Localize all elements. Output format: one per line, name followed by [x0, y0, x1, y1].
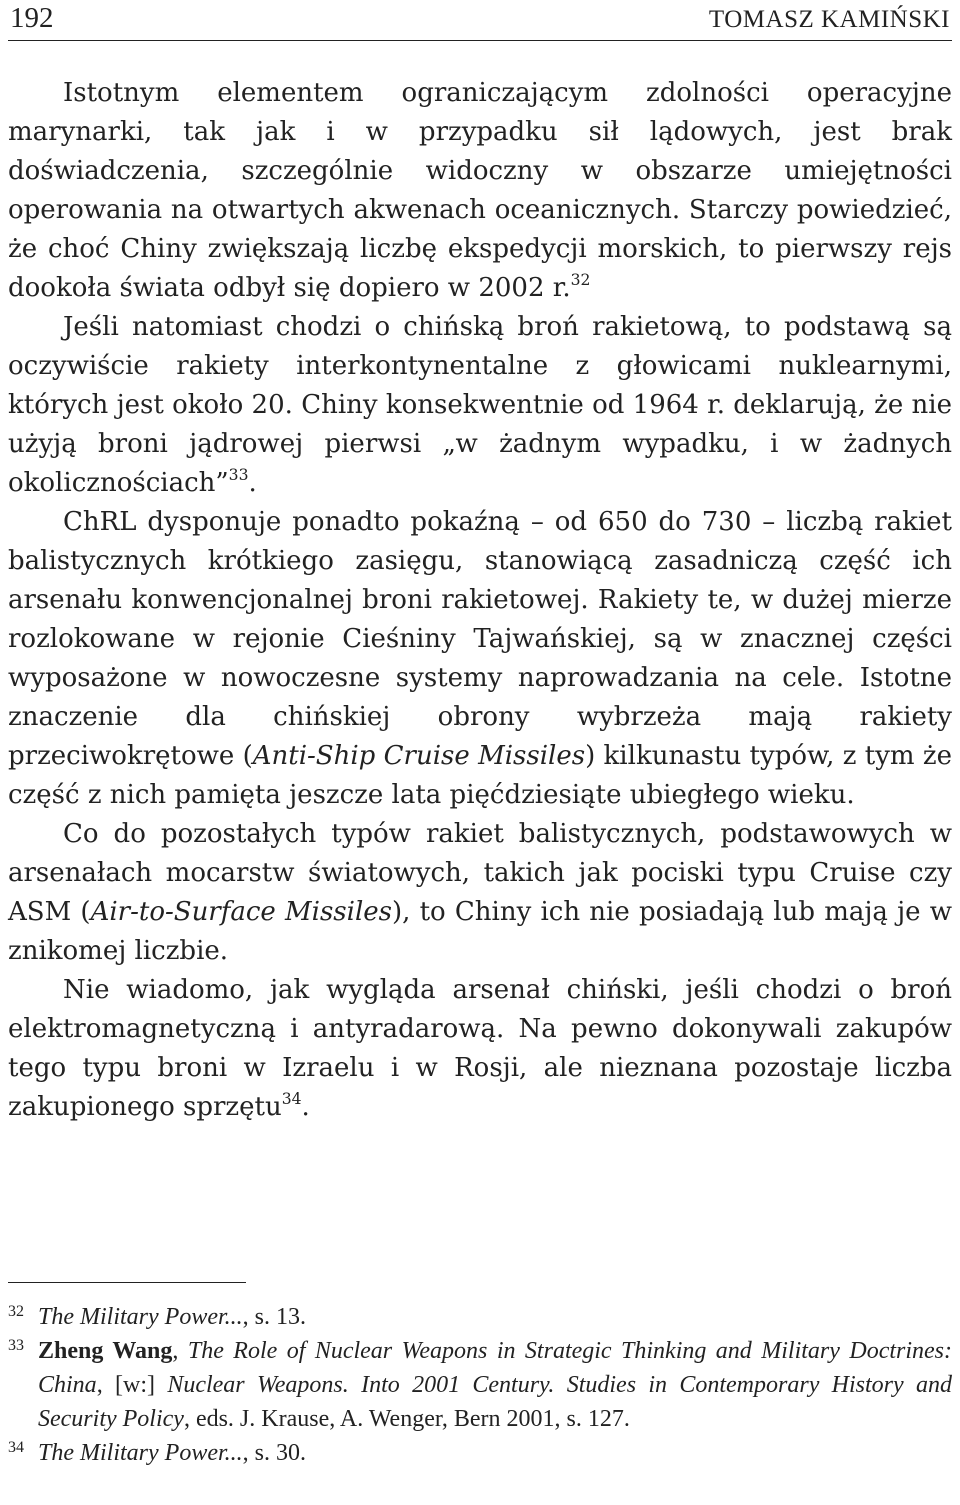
footnote-text: , [w:] [96, 1372, 168, 1398]
paragraph-2 [8, 308, 952, 503]
footnote-34 [8, 1436, 952, 1470]
footnote-ref-32[interactable]: 32 [570, 271, 591, 290]
footnote-number: 33 [8, 1337, 24, 1354]
footnote-text: , [172, 1338, 188, 1364]
footnote-title: The Role of Nuclear Weapons in Strategic Thinking and Military Doctrines: China [38, 1338, 952, 1398]
paragraph-5 [8, 971, 952, 1127]
italic-term: Anti-Ship Cruise Missiles [252, 741, 586, 771]
footnote-ref-34[interactable]: 34 [281, 1090, 302, 1109]
sentence-end: . [301, 1092, 310, 1122]
footnote-33 [8, 1334, 952, 1436]
footnote-ref-33[interactable]: 33 [228, 466, 249, 485]
footnotes [8, 1300, 952, 1470]
sentence-end: . [248, 468, 257, 498]
paragraph-3 [8, 503, 952, 815]
footnote-title: The Military Power... [38, 1440, 243, 1466]
footnote-32 [8, 1300, 952, 1334]
footnote-title: The Military Power... [38, 1304, 243, 1330]
page-number: 192 [10, 2, 54, 34]
paragraph-text: Jeśli natomiast chodzi o chińską broń rakietową, to podstawą są oczywiście rakiety interkontynentalne z głowicami nuklearnymi, których jest około 20. Chiny konsekwentnie od 1964 r. deklarują, że nie użyją broni jądrowej pierwsi „w żadnym wypadku, i w żadnych okolicznościach” [8, 312, 952, 498]
paragraph-4 [8, 815, 952, 971]
paragraph-text: ), to Chiny ich nie posiadają lub mają je w znikomej liczbie. [8, 897, 953, 966]
footnote-text: , eds. J. Krause, A. Wenger, Bern 2001, s. 127. [183, 1406, 630, 1432]
footnote-divider [8, 1282, 246, 1283]
paragraph-1 [8, 74, 952, 308]
running-header [8, 0, 952, 41]
paragraph-text: ChRL dysponuje ponadto pokaźną – od 650 do 730 – liczbą rakiet balistycznych krótkiego zasięgu, stanowiącą zasadniczą część ich arsenału konwencjonalnej broni rakietowej. Rakiety te, w dużej mierze rozlokowane w rejonie Cieśniny Tajwańskiej, są w znacznej części wyposażone w nowoczesne systemy naprowadzania na cele. Istotne znaczenie dla chińskiej obrony wybrzeża mają rakiety przeciwokrętowe ( [8, 507, 952, 771]
footnote-text: , s. 30. [242, 1440, 306, 1466]
running-title: TOMASZ KAMIŃSKI [708, 6, 950, 33]
paragraph-text: Istotnym elementem ograniczającym zdolności operacyjne marynarki, tak jak i w przypadku sił lądowych, jest brak doświadczenia, szczególnie widoczny w obszarze umiejętności operowania na otwartych akwenach oceanicznych. Starczy powiedzieć, że choć Chiny zwiększają liczbę ekspedycji morskich, to pierwszy rejs dookoła świata odbył się dopiero w 2002 r. [8, 78, 952, 303]
footnote-text: , s. 13. [242, 1304, 306, 1330]
paragraph-text: Nie wiadomo, jak wygląda arsenał chiński, jeśli chodzi o broń elektromagnetyczną i antyradarową. Na pewno dokonywali zakupów tego typu broni w Izraelu i w Rosji, ale nieznana pozostaje liczba zakupionego sprzętu [8, 975, 952, 1122]
body-text [8, 74, 952, 1127]
paragraph-text: Co do pozostałych typów rakiet balistycznych, podstawowych w arsenałach mocarstw światowych, takich jak pociski typu Cruise czy ASM ( [8, 819, 952, 927]
footnote-number: 34 [8, 1439, 24, 1456]
paragraph-text: ) kilkunastu typów, z tym że część z nich pamięta jeszcze lata pięćdziesiąte ubiegłego wieku. [8, 741, 952, 810]
footnote-author: Zheng Wang [38, 1338, 173, 1364]
italic-term: Air-to-Surface Missiles [90, 897, 392, 927]
footnote-source: Nuclear Weapons. Into 2001 Century. Studies in Contemporary History and Security Policy [38, 1372, 953, 1432]
footnote-number: 32 [8, 1303, 24, 1320]
